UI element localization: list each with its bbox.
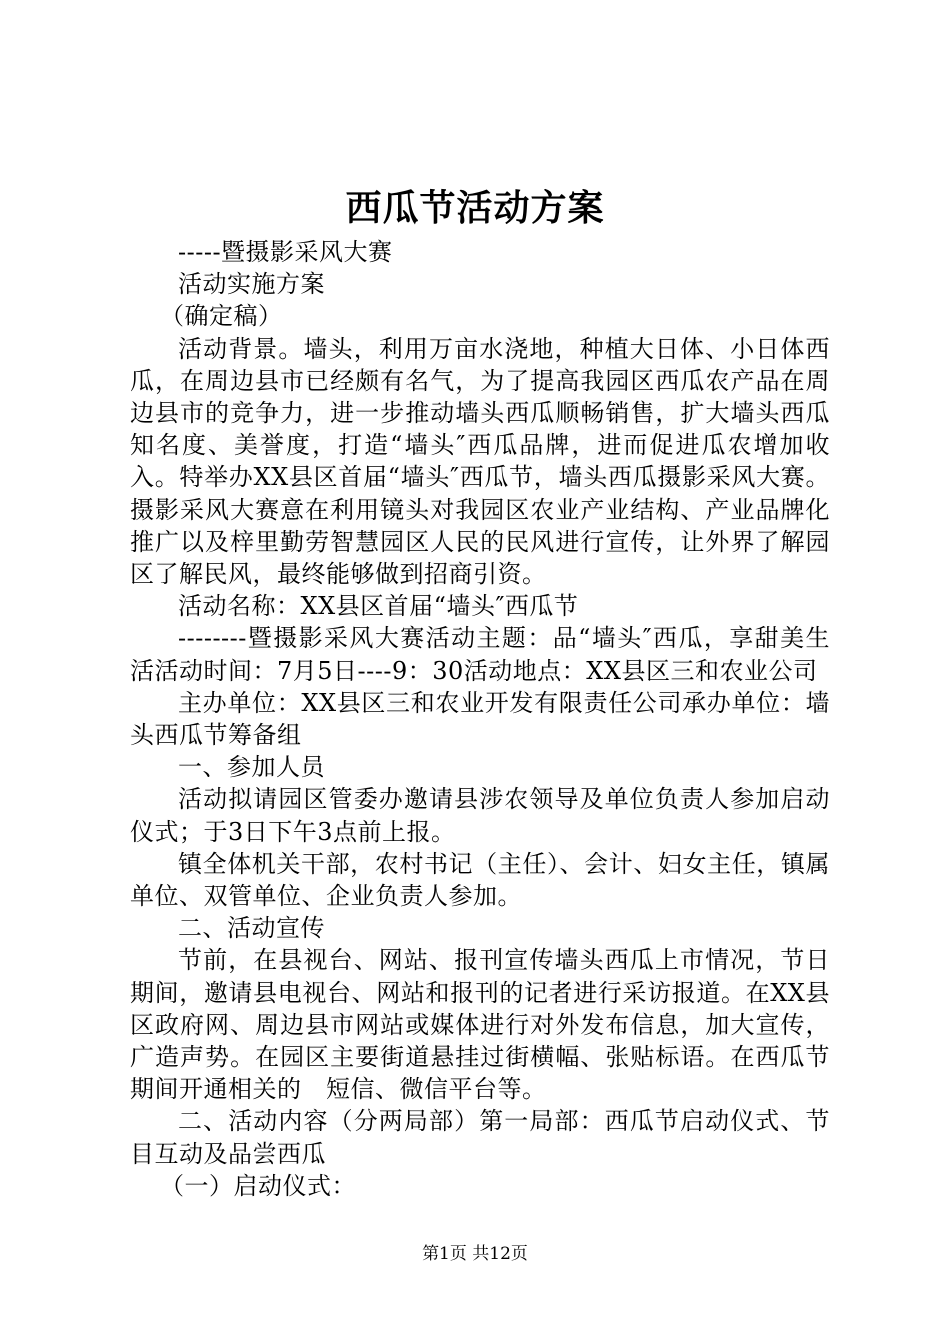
heading-opening-ceremony: （一）启动仪式： <box>160 1171 356 1200</box>
page-footer: 第1页 共12页 <box>422 1244 528 1264</box>
heading-publicity: 二、活动宣传 <box>178 914 325 943</box>
heading-participants: 一、参加人员 <box>178 753 325 782</box>
subtitle-line: -----暨摄影采风大赛 <box>178 238 393 266</box>
subtitle-draft: （确定稿） <box>160 302 283 331</box>
paragraph-organizers: 主办单位：XX县区三和农业开发有限责任公司承办单位：墙头西瓜节筹备组 <box>130 688 830 750</box>
paragraph-participants-1: 活动拟请园区管委办邀请县涉农领导及单位负责人参加启动仪式；于3日下午3点前上报。 <box>130 785 830 846</box>
document-body <box>130 236 830 1202</box>
paragraph-activity-details: --------暨摄影采风大赛活动主题：品“墙头″西瓜，享甜美生活活动时间：7月5日----9：30活动地点：XX县区三和农业公司 <box>130 624 830 685</box>
paragraph-publicity: 节前，在县视台、网站、报刊宣传墙头西瓜上市情况，节日期间，邀请县电视台、网站和报刊的记者进行采访报道。在XX县区政府网、周边县市网站或媒体进行对外发布信息，加大宣传，广造声势。在园区主要街道悬挂过街横幅、张贴标语。在西瓜节期间开通相关的 短信、微信平台等。 <box>130 946 830 1104</box>
paragraph-participants-2: 镇全体机关干部，农村书记（主任）、会计、妇女主任，镇属单位、双管单位、企业负责人参加。 <box>130 849 830 911</box>
subtitle-plan: 活动实施方案 <box>178 270 325 299</box>
paragraph-background: 活动背景。墙头，利用万亩水浇地，种植大日体、小日体西瓜，在周边县市已经颇有名气，为了提高我园区西瓜农产品在周边县市的竞争力，进一步推动墙头西瓜顺畅销售，扩大墙头西瓜知名度、美誉度，打造“墙头″西瓜品牌，进而促进瓜农增加收入。特举办XX县区首届“墙头″西瓜节，墙头西瓜摄影采风大赛。摄影采风大赛意在利用镜头对我园区农业产业结构、产业品牌化推广以及梓里勤劳智慧园区人民的民风进行宣传，让外界了解园区了解民风，最终能够做到招商引资。 <box>130 334 830 589</box>
heading-activity-content: 二、活动内容（分两局部）第一局部：西瓜节启动仪式、节目互动及品尝西瓜 <box>130 1107 830 1168</box>
document-title: 西瓜节活动方案 <box>345 187 605 229</box>
paragraph-activity-name: 活动名称：XX县区首届“墙头″西瓜节 <box>178 592 579 621</box>
